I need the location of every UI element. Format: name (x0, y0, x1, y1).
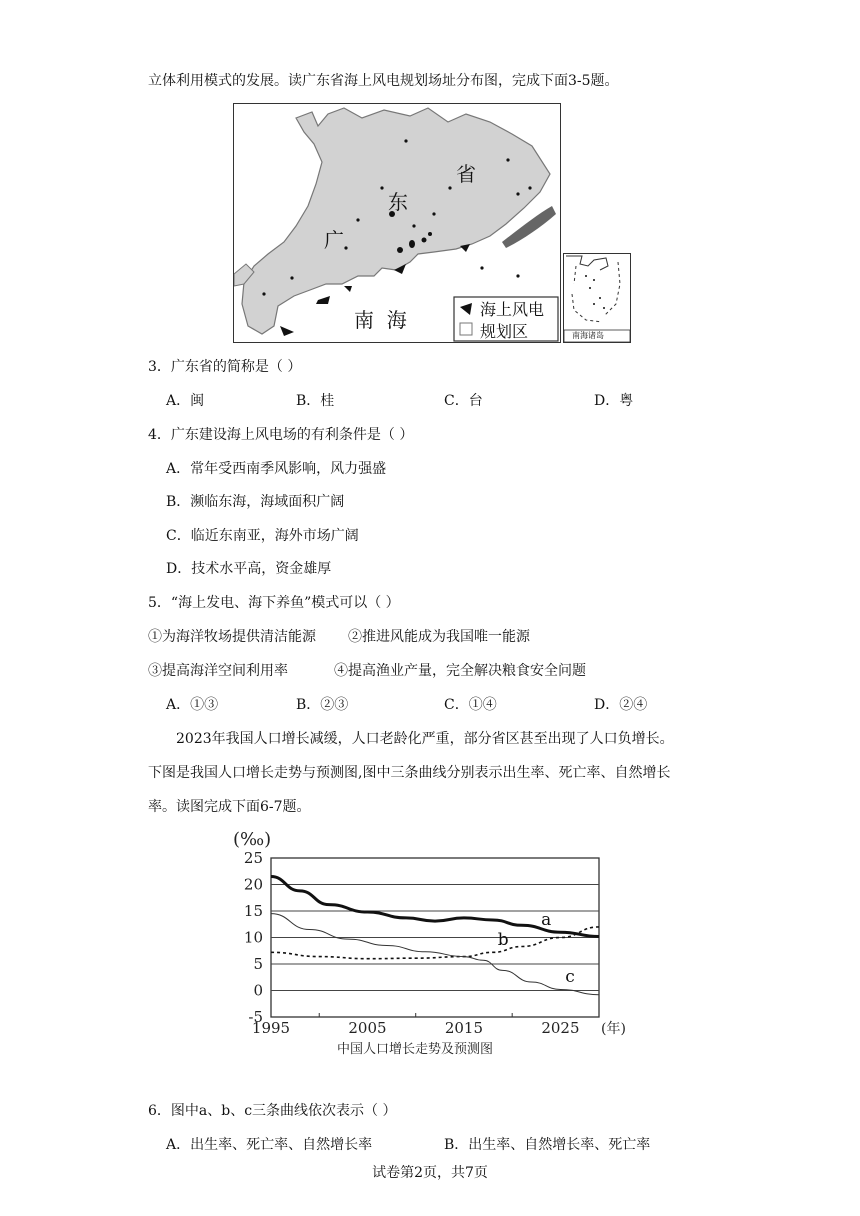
q6-option-b[interactable]: B．出生率、自然增长率、死亡率 (444, 1137, 651, 1153)
x-axis-label: (年) (601, 1021, 626, 1037)
map-label-sheng: 省 (456, 162, 476, 186)
q5-option-c[interactable]: C．①④ (444, 697, 497, 713)
page-footer: 试卷第2页，共7页 (372, 1165, 488, 1181)
q4-option-a[interactable]: A．常年受西南季风影响，风力强盛 (166, 461, 387, 477)
q3-stem: 3．广东省的简称是（ ） (148, 359, 302, 375)
y-tick-label: 20 (243, 875, 263, 894)
guangdong-wind-map (233, 103, 561, 343)
q5-item-1: ①为海洋牧场提供清洁能源 (148, 629, 316, 645)
q3-option-b[interactable]: B．桂 (296, 393, 335, 409)
passage-line-1: 2023年我国人口增长减缓，人口老龄化严重，部分省区甚至出现了人口负增长。 (176, 731, 674, 747)
passage-line-3: 率。读图完成下面6-7题。 (148, 799, 311, 815)
q4-option-b[interactable]: B．濒临东海，海域面积广阔 (166, 494, 345, 510)
x-tick-label: 2015 (444, 1019, 484, 1037)
intro-text: 立体利用模式的发展。读广东省海上风电规划场址分布图，完成下面3-5题。 (148, 73, 619, 89)
q5-item-2: ②推进风能成为我国唯一能源 (348, 629, 530, 645)
y-unit-label: (‰) (233, 829, 272, 850)
q6-stem: 6．图中a、b、c三条曲线依次表示（ ） (148, 1103, 397, 1119)
q3-option-d[interactable]: D．粤 (594, 393, 634, 409)
series-label-a: a (541, 909, 552, 930)
y-tick-label: 15 (243, 902, 263, 920)
legend-wind-label: 海上风电 (480, 300, 545, 319)
q6-option-a[interactable]: A．出生率、死亡率、自然增长率 (166, 1137, 373, 1153)
x-tick-label: 2005 (348, 1019, 387, 1037)
q5-stem: 5．“海上发电、海下养鱼”模式可以（ ） (148, 595, 400, 611)
population-chart-svg (225, 825, 635, 1085)
map-label-dong: 东 (388, 190, 408, 214)
q5-item-4: ④提高渔业产量，完全解决粮食安全问题 (334, 663, 586, 679)
x-tick-label: 2025 (541, 1019, 580, 1037)
q5-option-a[interactable]: A．①③ (166, 697, 219, 713)
south-china-sea-inset (563, 253, 631, 343)
legend-zone-label: 规划区 (480, 322, 529, 341)
q5-option-d[interactable]: D．②④ (594, 697, 648, 713)
x-tick-label: 1995 (251, 1019, 291, 1037)
series-label-b: b (497, 929, 509, 950)
y-tick-label: 25 (243, 849, 263, 867)
q3-option-a[interactable]: A．闽 (166, 393, 205, 409)
inset-caption: 南海诸岛 (572, 331, 604, 340)
y-tick-label: 10 (243, 928, 263, 947)
q5-option-b[interactable]: B．②③ (296, 697, 349, 713)
map-label-guang: 广 (324, 228, 344, 252)
y-tick-label: 0 (253, 981, 263, 1000)
y-tick-label: 5 (253, 955, 263, 973)
series-label-c: c (565, 967, 575, 988)
q5-item-3: ③提高海洋空间利用率 (148, 663, 288, 679)
map-label-nanhai: 南 海 (354, 308, 407, 332)
passage-line-2: 下图是我国人口增长走势与预测图,图中三条曲线分别表示出生率、死亡率、自然增长 (148, 765, 671, 781)
q3-option-c[interactable]: C．台 (444, 393, 483, 409)
q4-stem: 4．广东建设海上风电场的有利条件是（ ） (148, 427, 414, 443)
q4-option-d[interactable]: D．技术水平高，资金雄厚 (166, 561, 332, 577)
population-chart (225, 825, 635, 1085)
y-tick-label: -5 (248, 1008, 263, 1026)
chart-title: 中国人口增长走势及预测图 (336, 1042, 494, 1057)
q4-option-c[interactable]: C．临近东南亚，海外市场广阔 (166, 528, 359, 544)
